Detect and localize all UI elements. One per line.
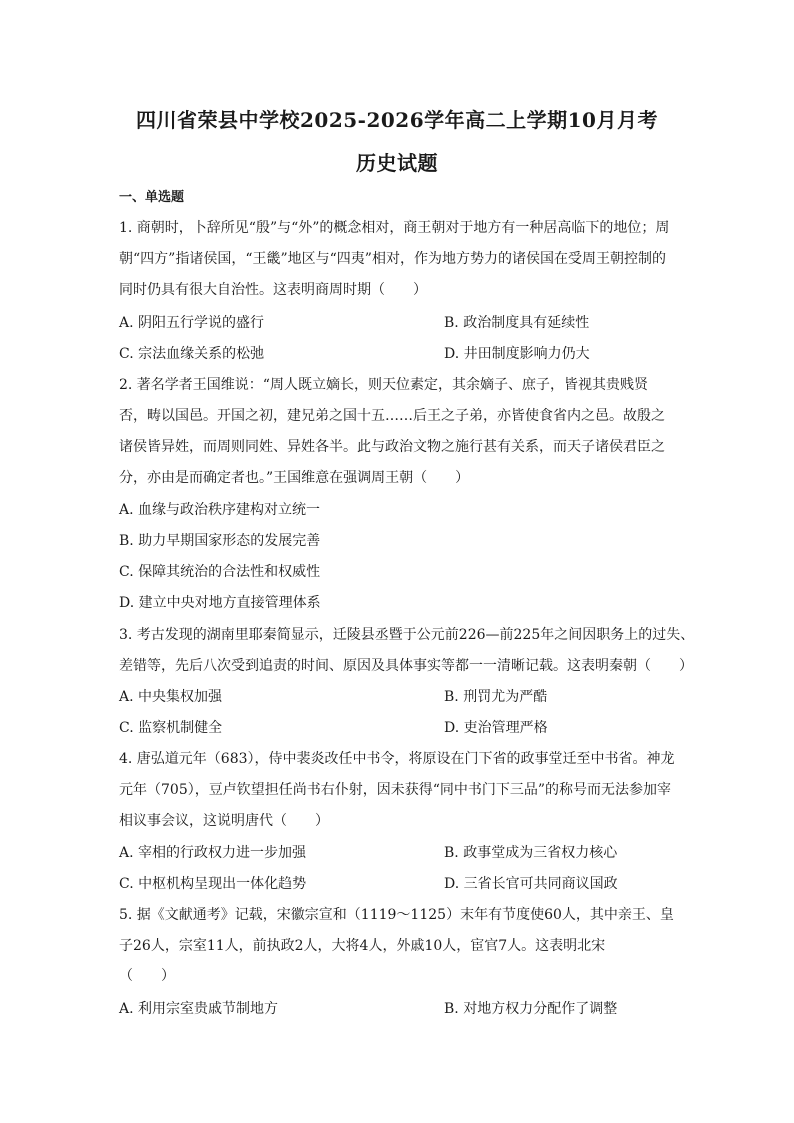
question-1-option-a: A. 阴阳五行学说的盛行 (119, 315, 265, 331)
question-3-stem-line-2: 差错等，先后八次受到追责的时间、原因及具体事实等都一一清晰记载。这表明秦朝（ ） (119, 658, 693, 674)
question-2-option-b: B. 助力早期国家形态的发展完善 (119, 533, 321, 549)
question-4-option-b: B. 政事堂成为三省权力核心 (444, 845, 618, 861)
question-2-stem-line-1: 2. 著名学者王国维说：“周人既立嫡长，则天位素定，其余嫡子、庶子，皆视其贵贱贤 (119, 377, 648, 393)
exam-subtitle: 历史试题 (356, 151, 438, 175)
question-4-option-c: C. 中枢机构呈现出一体化趋势 (119, 876, 307, 892)
question-5-stem-line-3: （ ） (119, 968, 175, 984)
question-4-option-d: D. 三省长官可共同商议国政 (444, 876, 618, 892)
question-5-option-a: A. 利用宗室贵戚节制地方 (119, 1001, 279, 1017)
question-4-stem-line-2: 元年（705），豆卢钦望担任尚书右仆射，因未获得“同中书门下三品”的称号而无法参加宰 (119, 782, 672, 798)
question-2-option-a: A. 血缘与政治秩序建构对立统一 (119, 502, 321, 518)
exam-title: 四川省荣县中学校2025-2026学年高二上学期10月月考 (136, 108, 658, 132)
question-3-stem-line-1: 3. 考古发现的湖南里耶秦简显示，迁陵县丞暨于公元前226—前225年之间因职务上的过失、 (119, 627, 695, 643)
question-1-stem-line-3: 同时仍具有很大自治性。这表明商周时期（ ） (119, 282, 427, 298)
question-4-stem-line-3: 相议事会议，这说明唐代（ ） (119, 813, 329, 829)
question-5-option-b: B. 对地方权力分配作了调整 (444, 1001, 618, 1017)
question-1-stem-line-1: 1. 商朝时，卜辞所见“殷”与“外”的概念相对，商王朝对于地方有一种居高临下的地位；周 (119, 220, 670, 236)
question-3-option-a: A. 中央集权加强 (119, 689, 223, 705)
question-2-option-d: D. 建立中央对地方直接管理体系 (119, 595, 321, 611)
question-3-option-d: D. 吏治管理严格 (444, 720, 548, 736)
question-2-stem-line-4: 分，亦由是而确定者也。”王国维意在强调周王朝（ ） (119, 470, 470, 486)
question-4-stem-line-1: 4. 唐弘道元年（683），侍中裴炎改任中书令，将原设在门下省的政事堂迁至中书省。神龙 (119, 751, 675, 767)
question-1-option-d: D. 井田制度影响力仍大 (444, 346, 590, 362)
question-4-option-a: A. 宰相的行政权力进一步加强 (119, 845, 307, 861)
question-2-stem-line-3: 诸侯皆异姓，而周则同姓、异姓各半。此与政治文物之施行甚有关系，而天子诸侯君臣之 (119, 439, 665, 455)
question-3-option-c: C. 监察机制健全 (119, 720, 223, 736)
question-5-stem-line-1: 5. 据《文献通考》记载，宋徽宗宣和（1119～1125）末年有节度使60人，其中亲王、皇 (119, 907, 674, 923)
question-1-option-c: C. 宗法血缘关系的松弛 (119, 346, 265, 362)
section-heading: 一、单选题 (119, 190, 185, 205)
question-1-option-b: B. 政治制度具有延续性 (444, 315, 590, 331)
question-2-option-c: C. 保障其统治的合法性和权威性 (119, 564, 321, 580)
question-5-stem-line-2: 子26人，宗室11人，前执政2人，大将4人，外戚10人，宦官7人。这表明北宋 (119, 938, 606, 954)
question-1-stem-line-2: 朝“四方”指诸侯国，“王畿”地区与“四夷”相对，作为地方势力的诸侯国在受周王朝控制的 (119, 251, 666, 267)
question-3-option-b: B. 刑罚尤为严酷 (444, 689, 548, 705)
question-2-stem-line-2: 否，畴以国邑。开国之初，建兄弟之国十五……后王之子弟，亦皆使食省内之邑。故殷之 (119, 408, 665, 424)
